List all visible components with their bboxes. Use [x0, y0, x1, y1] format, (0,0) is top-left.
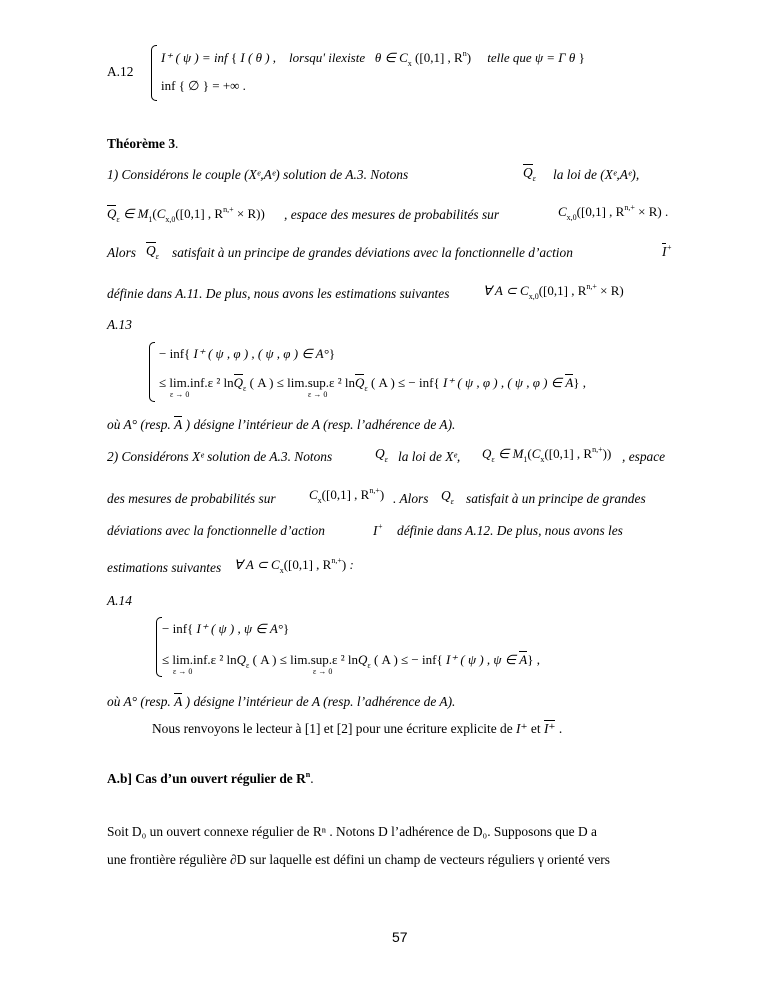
a12-brace-close: } — [578, 50, 585, 65]
p2-q2: $Q_\varepsilon$ — [441, 488, 454, 506]
p2-line2-formula: $C_x([0,1]$ , $R^{n,+}$) — [309, 486, 385, 505]
a12-lorsqu: lorsqu' ilexiste — [289, 50, 366, 65]
q-bar-3: $Q_\varepsilon$ — [146, 243, 159, 261]
a12-paren-close: ) — [466, 50, 472, 65]
p1-line1-tail: la loi de (Xᵉ,Aᵉ), — [553, 167, 640, 182]
a13-minus-inf-2: ( A ) ≤ − inf — [370, 375, 434, 390]
a12-sup-n: n — [462, 49, 467, 58]
p2-line2-a: des mesures de probabilités sur — [107, 491, 276, 506]
p2-i-plus: I+ — [373, 522, 383, 538]
p2-interval: [0,1] , R — [548, 446, 593, 461]
ou1-a-bar: A — [174, 417, 183, 432]
i-bar-plus: I+ — [662, 243, 672, 259]
renvoi-text: Nous renvoyons le lecteur à [1] et [2] pour une écriture explicite de — [152, 721, 513, 736]
p1-line3-alors: Alors — [107, 245, 137, 260]
page-number: 57 — [392, 929, 408, 945]
theorem-title-dot: . — [175, 136, 179, 151]
a14-lim-sub-2: ε → 0 — [313, 667, 333, 676]
p2-line1: 2) Considérons Xᵉ solution de A.3. Notons — [107, 449, 333, 464]
sub-x0: x,0 — [566, 213, 577, 222]
p2-q1: $Q_\varepsilon$ — [375, 446, 388, 464]
p2-forall: ∀ A ⊂ C — [234, 557, 280, 572]
a13-minus-inf: − inf — [159, 346, 185, 361]
a13-line1-body: I⁺ ( ψ , φ ) , ( ψ , φ ) ∈ A° — [193, 346, 329, 361]
section-title-sup: n — [305, 770, 311, 779]
renvoi-i2: I⁺ — [543, 721, 556, 736]
a14-minus-inf-2: ( A ) ≤ − inf — [373, 652, 437, 667]
sup-n-plus: n,+ — [223, 205, 234, 214]
c-x0-b: C — [558, 204, 567, 219]
q-bar: Q — [523, 165, 533, 180]
a14-line1: − inf{ I⁺ ( ψ ) , ψ ∈ A°} — [162, 621, 290, 636]
a12-telle: telle que ψ = Γ θ — [487, 50, 576, 65]
equation-label-a13: A.13 — [107, 317, 132, 332]
a13-line2-body: I⁺ ( ψ , φ ) , ( ψ , φ ) ∈ — [442, 375, 563, 390]
section-title-end: . — [310, 771, 314, 786]
equation-label-a14: A.14 — [107, 593, 132, 608]
a12-i-plus: I⁺ ( ψ ) = inf — [161, 50, 228, 65]
m1: ∈ M — [123, 206, 149, 221]
a12-interval: [0,1] , R — [419, 50, 463, 65]
a13-lim-sub-2: ε → 0 — [308, 390, 328, 399]
sub-x0-b: x,0 — [528, 292, 539, 301]
a14-minus-inf: − inf — [162, 621, 188, 636]
q-sub: ε — [532, 174, 536, 183]
a13-limsup: ( A ) ≤ lim.sup.ε ² ln — [249, 375, 355, 390]
a12-theta-in: θ ∈ C — [374, 50, 408, 65]
ou1-a: où A° (resp. — [107, 417, 171, 432]
p1-line4: définie dans A.11. De plus, nous avons les estimations suivantes — [107, 286, 450, 301]
ou-line-2 — [107, 693, 455, 708]
p2-formula-1: $Q_\varepsilon$ ∈ $M_1(C_x([0,1]$ , $R^{n,+}$)) — [482, 445, 612, 464]
ou-line-1 — [107, 416, 455, 431]
p2-espace: , espace — [622, 449, 666, 464]
p1-line1 — [107, 168, 408, 181]
a12-line2: inf { ∅ } = +∞ . — [161, 78, 246, 93]
a14-limsup: ( A ) ≤ lim.sup.ε ² ln — [252, 652, 358, 667]
p1-line4-formula: ∀ A ⊂ $C_{x,0}([0,1]$ , $R^{n,+} \times R$) — [483, 282, 624, 301]
p1-line3-text: satisfait à un principe de grandes déviations avec la fonctionnelle d’action — [172, 245, 573, 260]
renvoi-line — [152, 720, 562, 735]
ou2-a: où A° (resp. — [107, 694, 171, 709]
renvoi-et: et — [530, 721, 541, 736]
a13-a-bar: A — [565, 375, 574, 390]
interval-3: [0,1] , R — [543, 283, 587, 298]
p2-line4-a: estimations suivantes — [107, 560, 222, 575]
a12-sub-x: x — [407, 59, 412, 68]
c-x0: C — [156, 206, 166, 221]
section-title — [107, 772, 314, 785]
a12-line1 — [161, 49, 585, 68]
section-p1-line2: une frontière régulière ∂D sur laquelle est défini un champ de vecteurs réguliers γ orienté vers — [107, 852, 610, 867]
paren-a: ( — [152, 206, 157, 221]
a14-a-bar: A — [519, 652, 528, 667]
p2-alors: . Alors — [393, 491, 429, 506]
p2-loi: la loi de Xᵉ, — [398, 449, 461, 464]
forall-a: ∀ A ⊂ C — [483, 283, 529, 298]
a13-lim-sub-1: ε → 0 — [170, 390, 190, 399]
p2-colon: : — [349, 557, 354, 572]
times-r-3: × R — [600, 283, 620, 298]
p1-line2-space: $C_{x,0}([0,1]$ , $R^{n,+} \times R$) . — [558, 203, 669, 222]
a14-lim-sub-1: ε → 0 — [173, 667, 193, 676]
p2-cx: C — [531, 446, 541, 461]
a12-brace-open: { — [230, 50, 238, 65]
left-brace — [151, 45, 157, 101]
p1-line1-text: 1) Considérons le couple (Xᵉ,Aᵉ) solution de A.3. Notons — [107, 167, 409, 182]
a13-liminf: ≤ lim.inf.ε ² ln — [159, 375, 234, 390]
theorem-title — [107, 137, 178, 150]
a12-paren: ( — [415, 50, 420, 65]
interval-1: [0,1] , R — [179, 206, 224, 221]
p2-line2-c: satisfait à un principe de grandes — [466, 491, 646, 506]
times-r: × R — [236, 206, 257, 221]
section-title-text: A.b] Cas d’un ouvert régulier de R — [107, 771, 306, 786]
p1-line2-text: , espace des mesures de probabilités sur — [284, 207, 500, 222]
p2-line3-b: définie dans A.12. De plus, nous avons les — [397, 523, 623, 538]
a13-line2: ≤ lim.inf.ε ² lnQ$_\varepsilon$ ( A ) ≤ lim.sup.ε ² lnQ$_\varepsilon$ ( A ) ≤ − inf{ I⁺ ( ψ , φ ) , ( ψ , φ ) ∈ A} , — [159, 375, 587, 393]
a14-line2-body: I⁺ ( ψ ) , ψ ∈ — [445, 652, 517, 667]
p2-line4-formula: ∀ A ⊂ $C_x([0,1]$ , $R^{n,+}$) : — [234, 556, 354, 575]
a13-line1: − inf{ I⁺ ( ψ , φ ) , ( ψ , φ ) ∈ A°} — [159, 346, 336, 361]
ou1-c: ) désigne l’intérieur de A (resp. l’adhérence de A). — [185, 417, 456, 432]
times-r-2: × R — [638, 204, 658, 219]
renvoi-end: . — [558, 721, 563, 736]
renvoi-i1: I⁺ — [516, 721, 528, 736]
a12-i-theta: I ( θ ) , — [240, 50, 277, 65]
a14-liminf: ≤ lim.inf.ε ² ln — [162, 652, 237, 667]
p1-line2: $Q_\varepsilon$ ∈ $M_1(C_{x,0}([0,1]$ , $R^{n,+} \times R$)) — [107, 205, 265, 224]
p2-line3-a: déviations avec la fonctionnelle d’action — [107, 523, 325, 538]
ou2-c: ) désigne l’intérieur de A (resp. l’adhérence de A). — [185, 694, 456, 709]
section-p1-line1: Soit D₀ un ouvert connexe régulier de Rⁿ . Notons D l’adhérence de D₀. Supposons que D a — [107, 824, 597, 839]
theorem-title-text: Théorème 3 — [107, 136, 176, 151]
a14-line1-body: I⁺ ( ψ ) , ψ ∈ A° — [196, 621, 283, 636]
i-bar: I — [662, 244, 667, 259]
q-bar-2: Q — [107, 206, 117, 221]
ou2-a-bar: A — [174, 694, 183, 709]
a14-line2: ≤ lim.inf.ε ² lnQ$_\varepsilon$ ( A ) ≤ lim.sup.ε ² lnQ$_\varepsilon$ ( A ) ≤ − inf{ I⁺ ( ψ ) , ψ ∈ A} , — [162, 652, 540, 670]
interval-2: [0,1] , R — [581, 204, 625, 219]
p1-q-eps — [523, 164, 536, 183]
p2-m1: ∈ M — [498, 446, 524, 461]
equation-label-a12: A.12 — [107, 64, 134, 79]
left-brace-a13 — [149, 342, 155, 402]
